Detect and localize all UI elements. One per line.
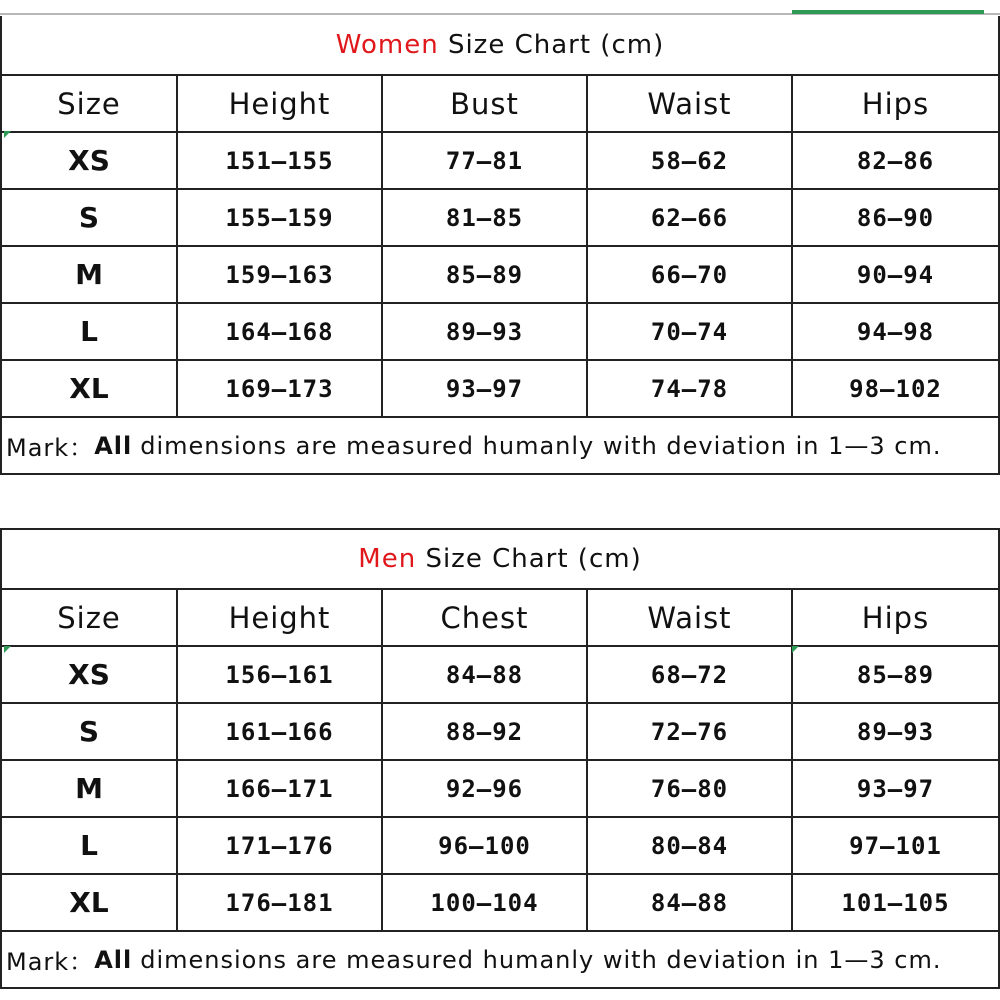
women-title-highlight: Women <box>335 30 439 60</box>
women-size-chart <box>0 16 1000 475</box>
waist-cell: 66—70 <box>587 246 792 303</box>
chart-separator <box>0 474 1000 530</box>
height-cell: 171—176 <box>177 817 382 874</box>
women-size-table <box>2 76 998 418</box>
header-height: Height <box>177 76 382 132</box>
note-text: dimensions are measured humanly with deviation in 1—3 cm. <box>140 431 942 460</box>
men-size-chart <box>0 530 1000 989</box>
waist-cell: 74—78 <box>587 360 792 417</box>
size-cell: XS <box>2 646 177 703</box>
note-label: Mark： <box>6 948 95 976</box>
chest-cell: 100—104 <box>382 874 587 931</box>
size-cell: XL <box>2 874 177 931</box>
women-header-row <box>2 76 998 132</box>
header-hips: Hips <box>792 590 998 646</box>
hips-cell: 90—94 <box>792 246 998 303</box>
size-cell: L <box>2 303 177 360</box>
women-chart-title <box>2 16 998 76</box>
men-chart-title <box>2 530 998 590</box>
height-cell: 155—159 <box>177 189 382 246</box>
corner-tick-mark <box>4 646 11 653</box>
men-measurement-note <box>2 932 998 989</box>
men-title-highlight: Men <box>358 544 417 574</box>
table-row <box>2 189 998 246</box>
hips-cell: 97—101 <box>792 817 998 874</box>
table-row <box>2 703 998 760</box>
bust-cell: 81—85 <box>382 189 587 246</box>
height-cell: 166—171 <box>177 760 382 817</box>
table-row <box>2 817 998 874</box>
note-label: Mark： <box>6 434 95 462</box>
waist-cell: 58—62 <box>587 132 792 189</box>
chest-cell: 96—100 <box>382 817 587 874</box>
waist-cell: 80—84 <box>587 817 792 874</box>
height-cell: 156—161 <box>177 646 382 703</box>
hips-cell: 85—89 <box>792 646 998 703</box>
bust-cell: 85—89 <box>382 246 587 303</box>
waist-cell: 62—66 <box>587 189 792 246</box>
height-cell: 169—173 <box>177 360 382 417</box>
waist-cell: 68—72 <box>587 646 792 703</box>
table-row <box>2 760 998 817</box>
men-header-row <box>2 590 998 646</box>
size-cell: S <box>2 703 177 760</box>
bust-cell: 89—93 <box>382 303 587 360</box>
bust-cell: 77—81 <box>382 132 587 189</box>
header-bust: Bust <box>382 76 587 132</box>
header-hips: Hips <box>792 76 998 132</box>
men-size-table <box>2 590 998 932</box>
corner-tick-mark <box>792 646 799 653</box>
waist-cell: 84—88 <box>587 874 792 931</box>
size-cell: M <box>2 246 177 303</box>
header-size: Size <box>2 76 177 132</box>
table-row <box>2 646 998 703</box>
hips-cell: 89—93 <box>792 703 998 760</box>
men-title-rest: Size Chart (cm) <box>416 544 642 574</box>
size-cell: S <box>2 189 177 246</box>
height-cell: 161—166 <box>177 703 382 760</box>
height-cell: 164—168 <box>177 303 382 360</box>
chest-cell: 92—96 <box>382 760 587 817</box>
size-cell: XS <box>2 132 177 189</box>
waist-cell: 76—80 <box>587 760 792 817</box>
hips-cell: 82—86 <box>792 132 998 189</box>
header-waist: Waist <box>587 76 792 132</box>
size-cell: XL <box>2 360 177 417</box>
table-row <box>2 874 998 931</box>
table-row <box>2 360 998 417</box>
bust-cell: 93—97 <box>382 360 587 417</box>
corner-tick-mark <box>4 131 11 138</box>
waist-cell: 70—74 <box>587 303 792 360</box>
top-accent-bar <box>792 10 984 14</box>
size-cell: M <box>2 760 177 817</box>
note-bold: All <box>94 431 133 460</box>
table-row <box>2 246 998 303</box>
height-cell: 151—155 <box>177 132 382 189</box>
hips-cell: 98—102 <box>792 360 998 417</box>
women-measurement-note <box>2 418 998 475</box>
table-row <box>2 132 998 189</box>
header-chest: Chest <box>382 590 587 646</box>
header-size: Size <box>2 590 177 646</box>
note-text: dimensions are measured humanly with deviation in 1—3 cm. <box>140 945 942 974</box>
header-waist: Waist <box>587 590 792 646</box>
height-cell: 176—181 <box>177 874 382 931</box>
table-row <box>2 303 998 360</box>
hips-cell: 93—97 <box>792 760 998 817</box>
height-cell: 159—163 <box>177 246 382 303</box>
waist-cell: 72—76 <box>587 703 792 760</box>
note-bold: All <box>94 945 133 974</box>
women-title-rest: Size Chart (cm) <box>438 30 665 60</box>
header-height: Height <box>177 590 382 646</box>
hips-cell: 86—90 <box>792 189 998 246</box>
chest-cell: 84—88 <box>382 646 587 703</box>
hips-cell: 101—105 <box>792 874 998 931</box>
size-cell: L <box>2 817 177 874</box>
hips-cell: 94—98 <box>792 303 998 360</box>
chest-cell: 88—92 <box>382 703 587 760</box>
